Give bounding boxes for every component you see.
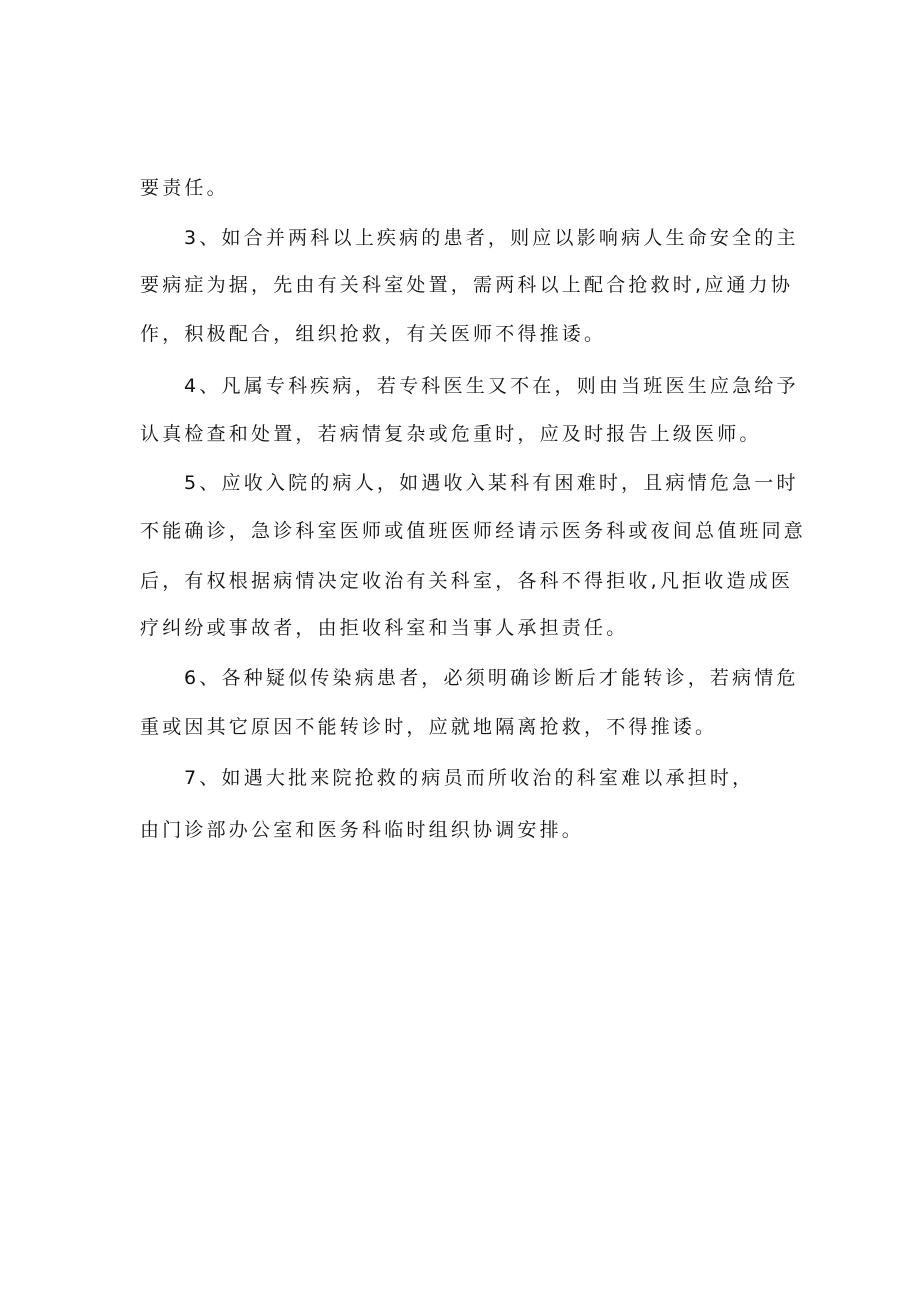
text-line: 作，积极配合，组织抢救，有关医师不得推诿。 <box>140 323 607 345</box>
text-line: 不能确诊，急诊科室医师或值班医师经请示医务科或夜间总值班同意 <box>140 520 807 542</box>
text-line: 4、凡属专科疾病，若专科医生又不在，则由当班医生应急给予 <box>184 375 799 397</box>
text-line: 6、各种疑似传染病患者，必须明确诊断后才能转诊，若病情危 <box>184 667 799 689</box>
text-line: 要病症为据，先由有关科室处置，需两科以上配合抢救时,应通力协 <box>140 274 794 296</box>
text-line: 要责任。 <box>140 177 229 199</box>
text-line: 后，有权根据病情决定收治有关科室，各科不得拒收,凡拒收造成医 <box>140 570 794 592</box>
text-line: 认真检查和处置，若病情复杂或危重时，应及时报告上级医师。 <box>140 423 762 445</box>
text-line: 重或因其它原因不能转诊时，应就地隔离抢救，不得推诿。 <box>140 716 718 738</box>
text-line: 疗纠纷或事故者，由拒收科室和当事人承担责任。 <box>140 617 629 639</box>
text-line: 7、如遇大批来院抢救的病员而所收治的科室难以承担时， <box>184 767 755 789</box>
text-line: 由门诊部办公室和医务科临时组织协调安排。 <box>140 819 585 841</box>
text-line: 5、应收入院的病人，如遇收入某科有困难时，且病情危急一时 <box>184 472 799 494</box>
text-line: 3、如合并两科以上疾病的患者，则应以影响病人生命安全的主 <box>184 227 799 249</box>
